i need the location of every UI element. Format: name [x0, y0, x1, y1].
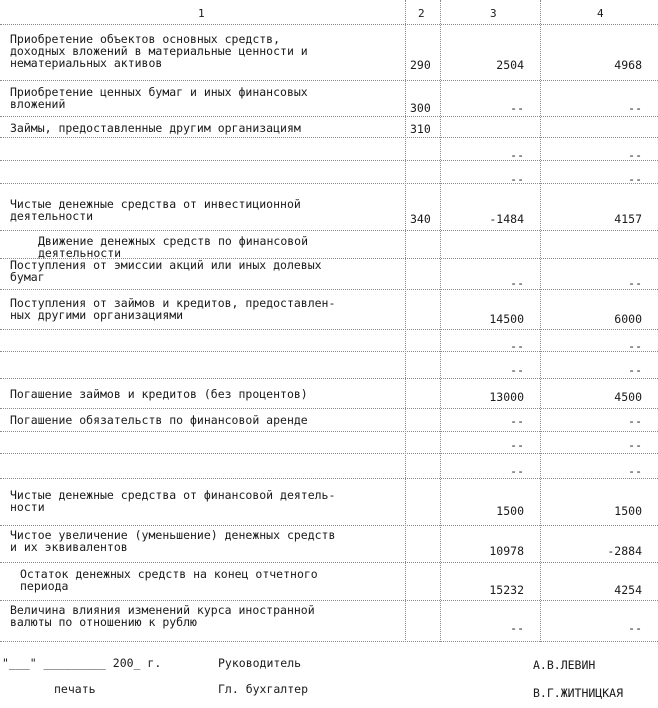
- row-value-previous-period: 4500: [614, 390, 642, 404]
- row-value-previous-period: 6000: [614, 312, 642, 326]
- row-label: Остаток денежных средств на конец отчетного периода: [20, 567, 318, 593]
- director-role: Руководитель: [218, 656, 302, 670]
- row-value-reporting-period: 15232: [489, 583, 524, 597]
- row-value-previous-period: 1500: [614, 504, 642, 518]
- row-code: 290: [410, 58, 431, 72]
- table-row: [0, 479, 658, 526]
- row-label: Погашение займов и кредитов (без процентов): [10, 387, 308, 401]
- table-row: [0, 432, 658, 454]
- row-value-previous-period: --: [628, 339, 642, 353]
- header-col-1: 1: [198, 7, 205, 20]
- row-value-previous-period: 4157: [614, 212, 642, 226]
- row-label: Чистые денежные средства от инвестиционной деятельности: [10, 197, 301, 223]
- row-value-previous-period: --: [628, 464, 642, 478]
- row-label: Поступления от эмиссии акций или иных долевых бумаг: [10, 258, 322, 284]
- table-row: [0, 409, 658, 432]
- row-value-previous-period: --: [628, 414, 642, 428]
- table-row: [0, 454, 658, 479]
- table-header: [0, 0, 658, 25]
- accountant-role: Гл. бухгалтер: [218, 682, 309, 696]
- date-line: "___" _________ 200_ г.: [2, 656, 162, 670]
- row-value-reporting-period: --: [510, 276, 524, 290]
- table-row: [0, 526, 658, 563]
- table-row: [0, 184, 658, 231]
- row-code: 310: [410, 122, 431, 136]
- row-value-reporting-period: --: [510, 101, 524, 115]
- row-label: Чистое увеличение (уменьшение) денежных средств и их эквивалентов: [10, 528, 336, 554]
- row-value-reporting-period: --: [510, 621, 524, 635]
- row-value-previous-period: --: [628, 276, 642, 290]
- table-row: [0, 161, 658, 184]
- table-row: [0, 601, 658, 642]
- table-row: [0, 563, 658, 601]
- row-code: 300: [410, 101, 431, 115]
- row-label: Движение денежных средств по финансовой деятельности: [38, 234, 309, 260]
- row-label: Поступления от займов и кредитов, предоставлен- ных другими организациями: [10, 296, 336, 322]
- row-value-previous-period: --: [628, 621, 642, 635]
- table-row: [0, 379, 658, 409]
- row-value-previous-period: 4968: [614, 58, 642, 72]
- row-label: Погашение обязательств по финансовой аренде: [10, 413, 308, 427]
- row-value-reporting-period: 1500: [496, 504, 524, 518]
- table-row: [0, 81, 658, 117]
- row-label: Чистые денежные средства от финансовой деятель- ности: [10, 488, 336, 514]
- table-row: [0, 117, 658, 138]
- row-value-reporting-period: --: [510, 148, 524, 162]
- accountant-name: В.Г.ЖИТНИЦКАЯ: [533, 686, 624, 700]
- row-code: 340: [410, 212, 431, 226]
- row-value-reporting-period: --: [510, 414, 524, 428]
- row-label: Приобретение объектов основных средств, доходных вложений в материальные ценности и нематериальных активов: [10, 32, 308, 70]
- row-value-previous-period: --: [628, 363, 642, 377]
- table-row: [0, 231, 658, 259]
- row-value-previous-period: --: [628, 172, 642, 186]
- header-col-3: 3: [490, 7, 497, 20]
- table-row: [0, 138, 658, 161]
- row-value-previous-period: --: [628, 148, 642, 162]
- row-value-reporting-period: 2504: [496, 58, 524, 72]
- row-value-previous-period: --: [628, 101, 642, 115]
- table-row: [0, 352, 658, 379]
- row-value-reporting-period: --: [510, 438, 524, 452]
- row-value-reporting-period: --: [510, 339, 524, 353]
- stamp-label: печать: [54, 682, 96, 696]
- row-value-reporting-period: 14500: [489, 312, 524, 326]
- row-value-reporting-period: -1484: [489, 212, 524, 226]
- header-col-4: 4: [597, 7, 604, 20]
- row-value-reporting-period: --: [510, 464, 524, 478]
- row-value-reporting-period: 13000: [489, 390, 524, 404]
- row-label: Займы, предоставленные другим организациям: [10, 121, 301, 135]
- row-label: Величина влияния изменений курса иностранной валюты по отношению к рублю: [10, 603, 315, 629]
- row-value-previous-period: -2884: [607, 544, 642, 558]
- director-name: А.В.ЛЕВИН: [533, 658, 596, 672]
- row-value-reporting-period: --: [510, 172, 524, 186]
- table-row: [0, 290, 658, 330]
- table-row: [0, 259, 658, 290]
- header-col-2: 2: [418, 7, 425, 20]
- row-value-reporting-period: 10978: [489, 544, 524, 558]
- table-row: [0, 24, 658, 81]
- row-value-reporting-period: --: [510, 363, 524, 377]
- row-label: Приобретение ценных бумаг и иных финансовых вложений: [10, 85, 308, 111]
- table-row: [0, 330, 658, 352]
- row-value-previous-period: --: [628, 438, 642, 452]
- row-value-previous-period: 4254: [614, 583, 642, 597]
